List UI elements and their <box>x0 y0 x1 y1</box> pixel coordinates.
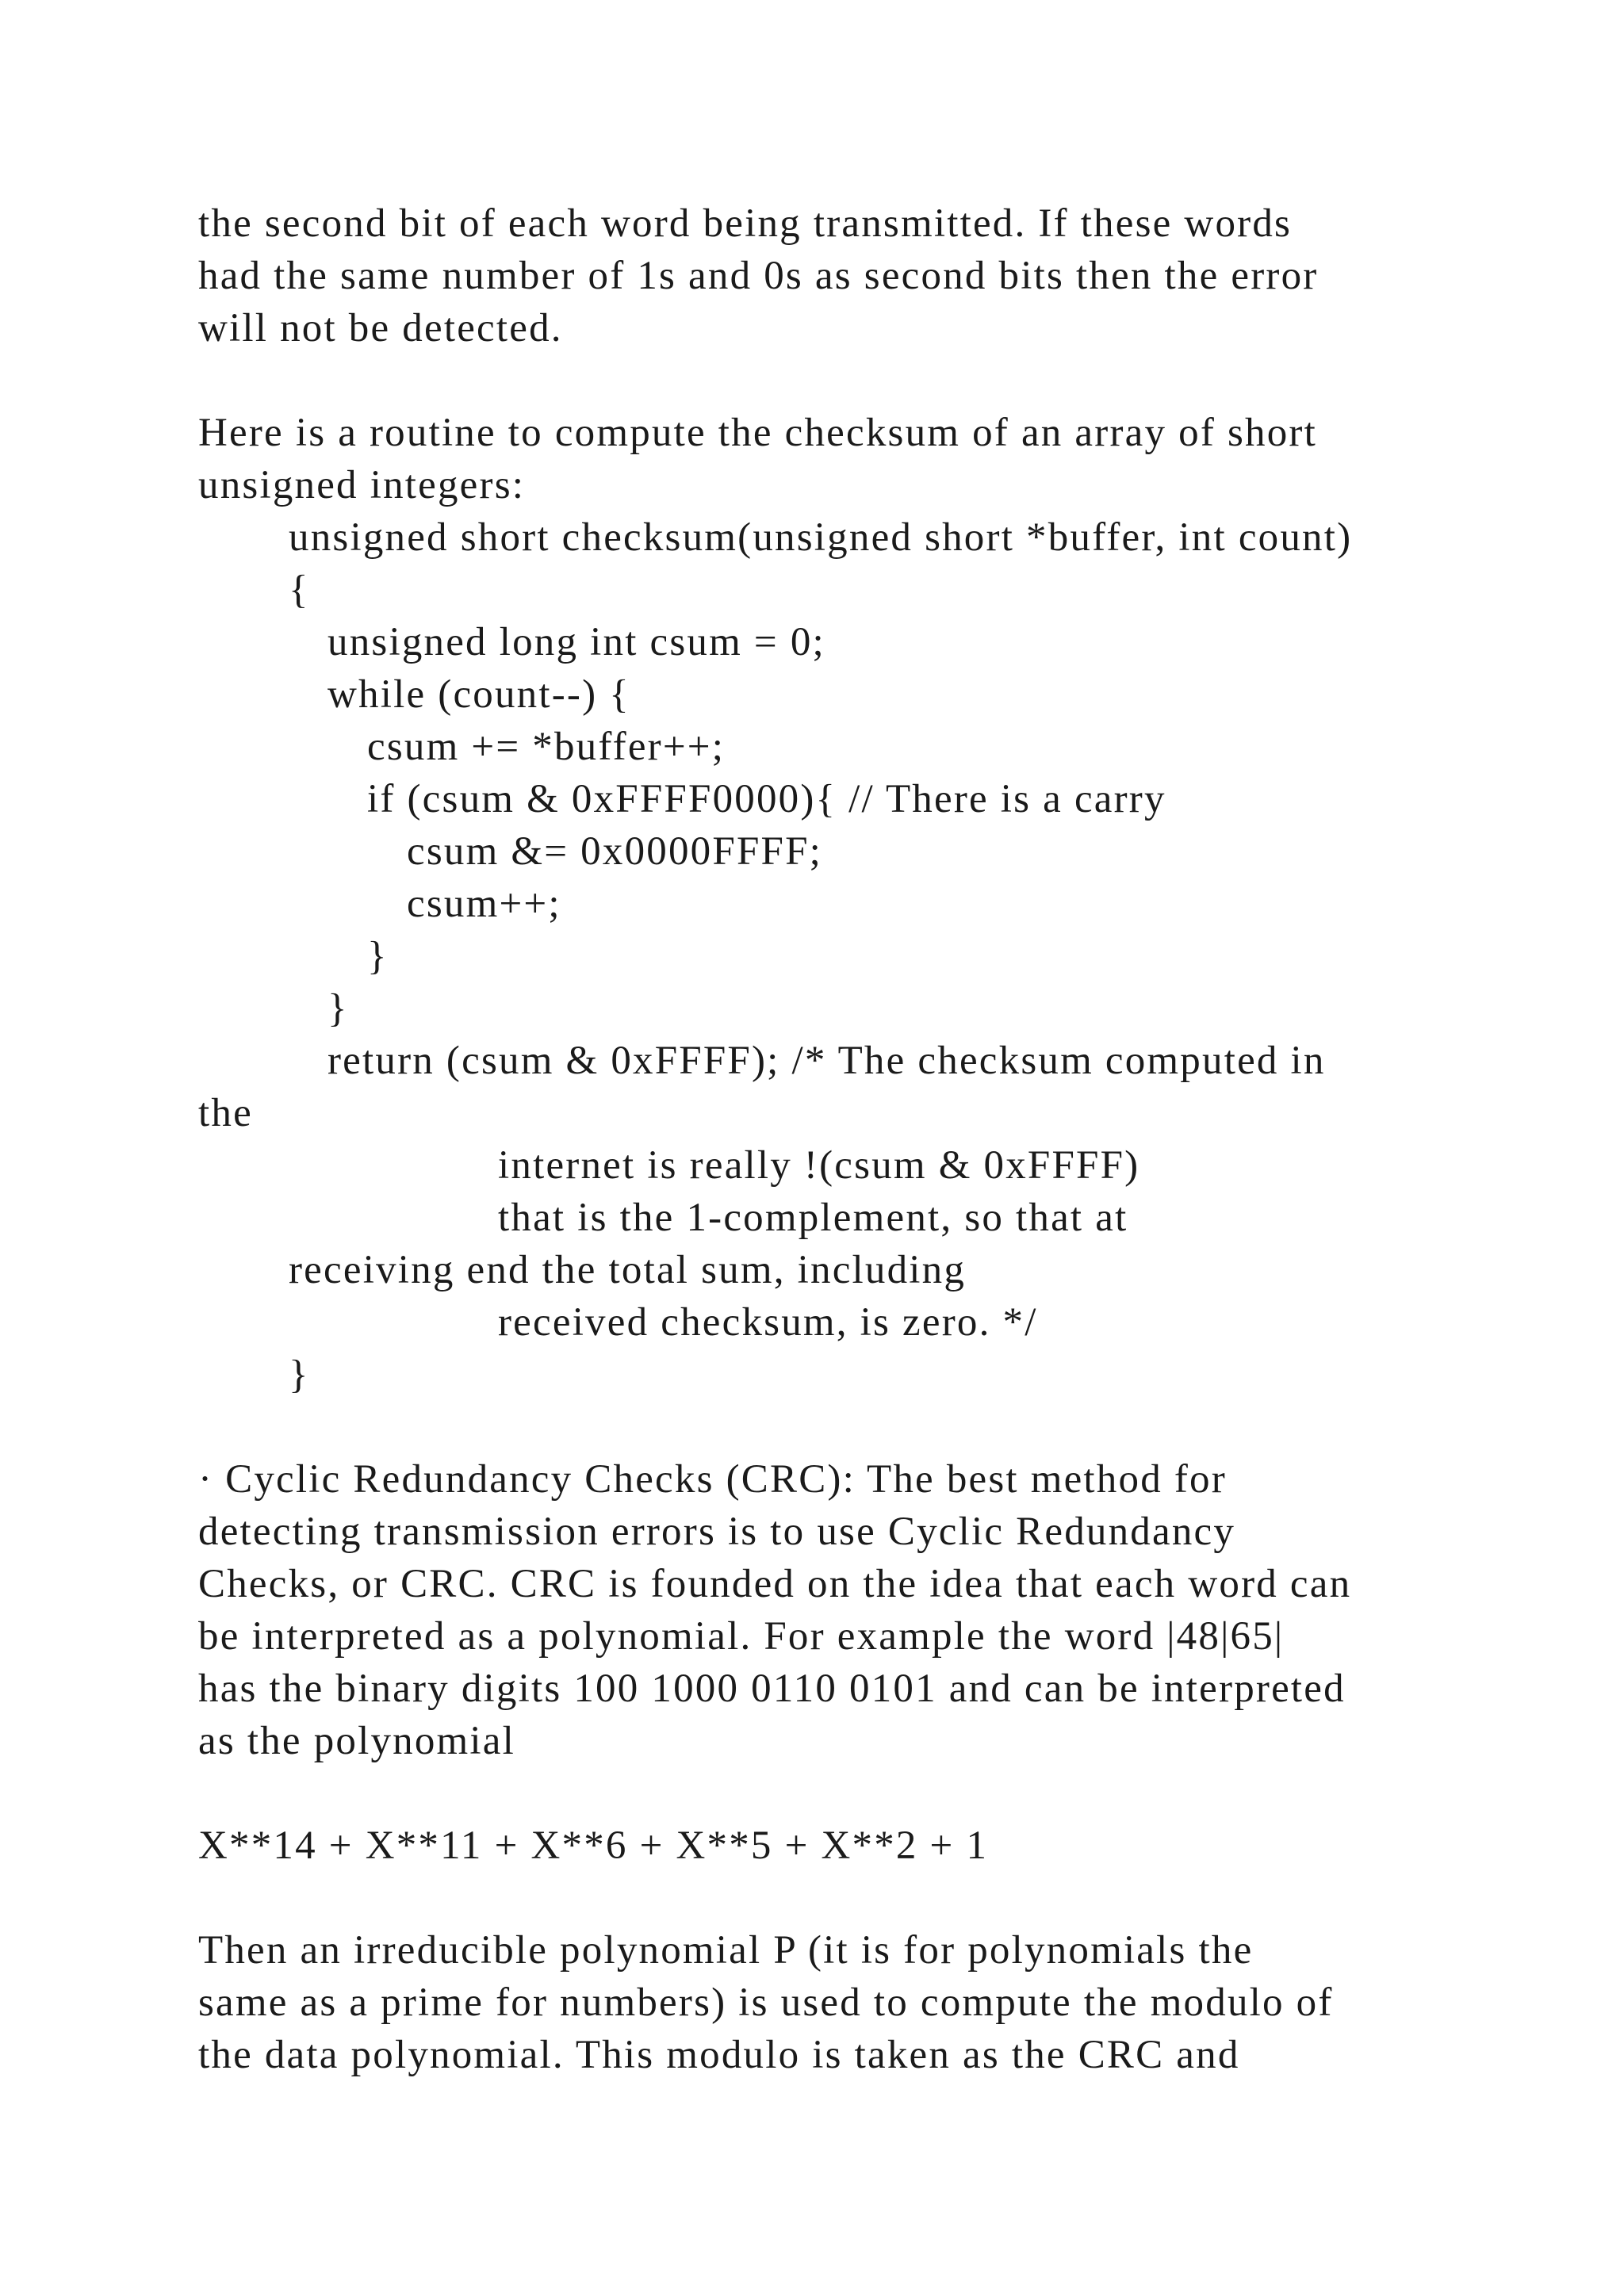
code-line-1: unsigned short checksum(unsigned short *buffer, int count) <box>289 515 1353 560</box>
paragraph-4-line-2: same as a prime for numbers) is used to compute the modulo of <box>198 1980 1334 2025</box>
code-line-15: receiving end the total sum, including <box>289 1248 967 1292</box>
code-line-10: } <box>327 986 349 1031</box>
code-line-13: internet is really !(csum & 0xFFFF) <box>498 1143 1140 1188</box>
paragraph-3-line-3: Checks, or CRC. CRC is founded on the idea that each word can <box>198 1562 1352 1606</box>
paragraph-4-line-3: the data polynomial. This modulo is taken as the CRC and <box>198 2033 1240 2077</box>
paragraph-3-line-5: has the binary digits 100 1000 0110 0101 and can be interpreted <box>198 1667 1346 1711</box>
code-line-17: } <box>289 1353 310 1397</box>
paragraph-1-line-1: the second bit of each word being transmitted. If these words <box>198 201 1293 246</box>
paragraph-3-line-6: as the polynomial <box>198 1719 516 1763</box>
paragraph-4-line-1: Then an irreducible polynomial P (it is for polynomials the <box>198 1928 1254 1973</box>
code-line-11: return (csum & 0xFFFF); /* The checksum computed in <box>327 1039 1326 1083</box>
paragraph-1-line-3: will not be detected. <box>198 306 563 350</box>
code-line-14: that is the 1-complement, so that at <box>498 1196 1128 1240</box>
code-line-2: { <box>289 568 310 612</box>
code-line-4: while (count--) { <box>327 672 630 717</box>
code-line-6: if (csum & 0xFFFF0000){ // There is a carry <box>367 777 1166 821</box>
code-line-7: csum &= 0x0000FFFF; <box>407 829 823 874</box>
polynomial-formula: X**14 + X**11 + X**6 + X**5 + X**2 + 1 <box>198 1823 989 1868</box>
code-line-3: unsigned long int csum = 0; <box>327 620 825 664</box>
code-line-12: the <box>198 1091 253 1135</box>
paragraph-2-line-2: unsigned integers: <box>198 463 526 507</box>
code-line-5: csum += *buffer++; <box>367 725 726 769</box>
paragraph-3-line-4: be interpreted as a polynomial. For example the word |48|65| <box>198 1614 1285 1659</box>
paragraph-3-line-1: · Cyclic Redundancy Checks (CRC): The best method for <box>198 1457 1227 1502</box>
paragraph-2-line-1: Here is a routine to compute the checksum of an array of short <box>198 411 1317 455</box>
code-line-9: } <box>367 934 389 978</box>
paragraph-3-line-2: detecting transmission errors is to use Cyclic Redundancy <box>198 1510 1236 1554</box>
code-line-8: csum++; <box>407 882 561 926</box>
code-line-16: received checksum, is zero. */ <box>498 1300 1038 1345</box>
paragraph-1-line-2: had the same number of 1s and 0s as second bits then the error <box>198 254 1319 298</box>
